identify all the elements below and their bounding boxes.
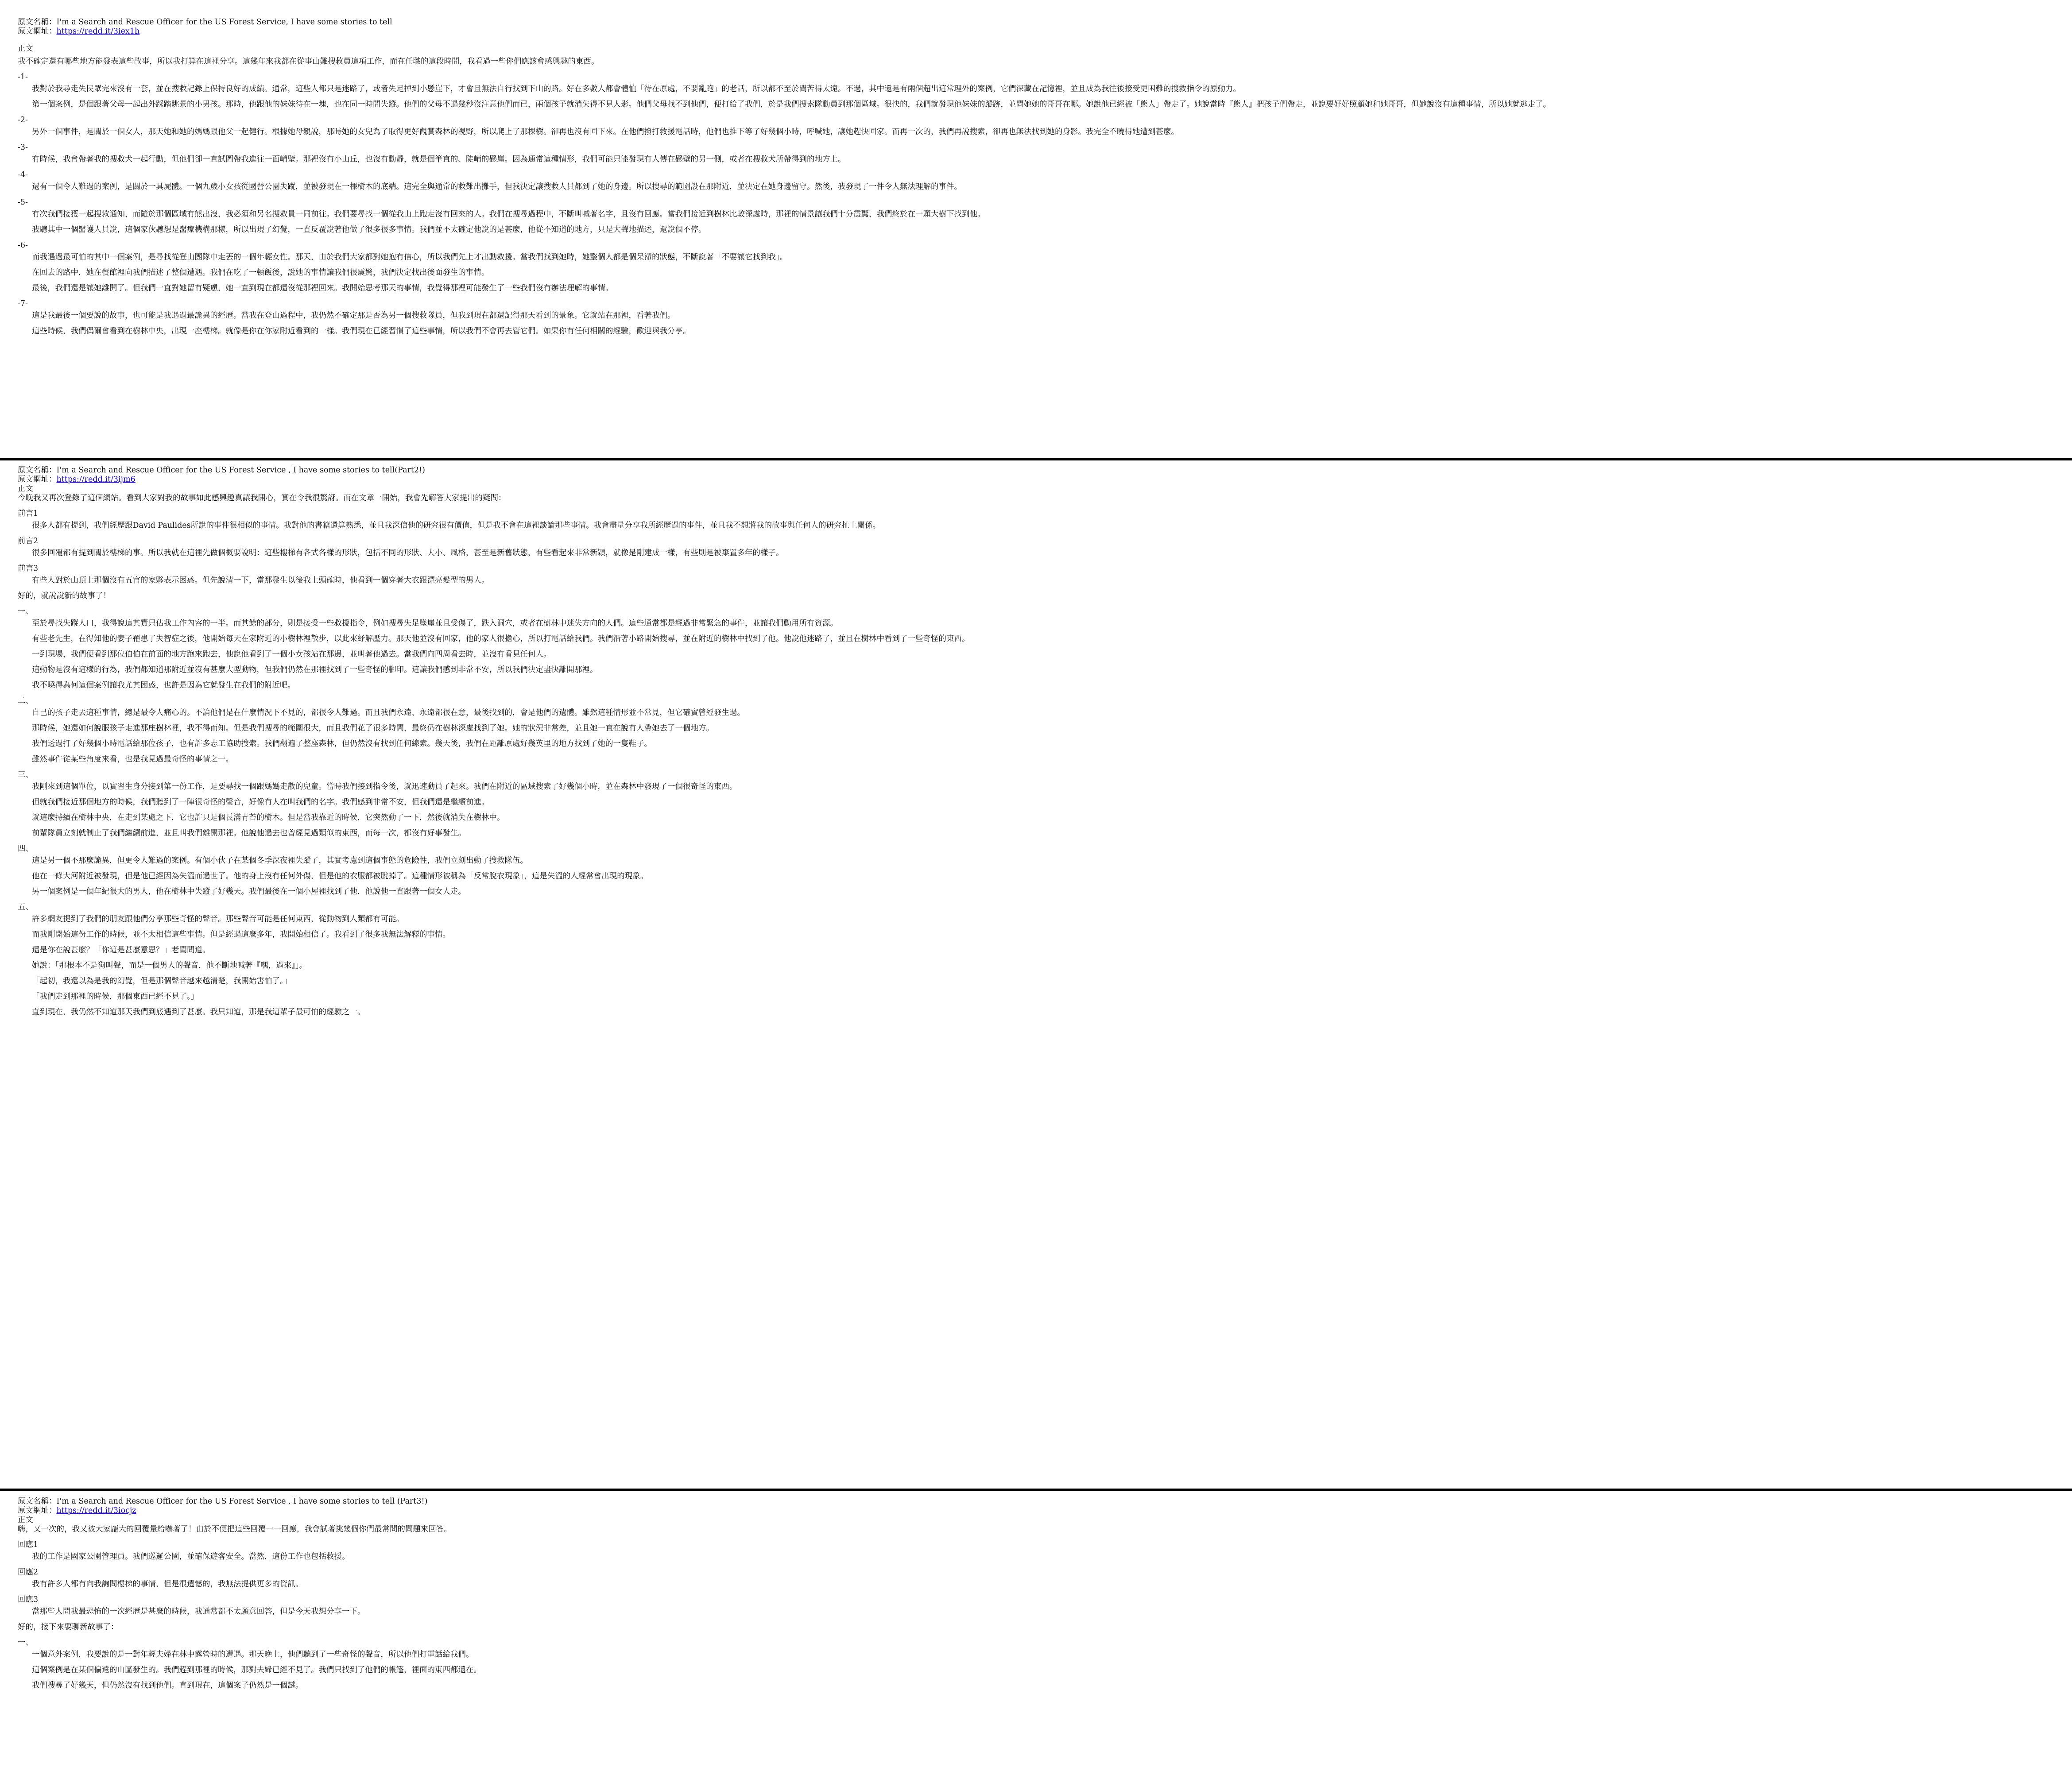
section-number: 一、	[18, 1638, 33, 1647]
story-paragraph: 那時候，她還如何說服孩子走進那座樹林裡，我不得而知。但是我們搜尋的範圍很大，而且我們花了很多時間，最終仍在樹林深處找到了她。她的狀況非常差，並且她一直在說有人帶她去了一個地方。	[32, 724, 714, 733]
story-paragraph: 就這麼持續在樹林中央，在走到某處之下，它也許只是個長滿青苔的樹木。但是當我靠近的時候，它突然動了一下，然後就消失在樹林中。	[32, 813, 505, 822]
note-label: 回應2	[18, 1568, 39, 1577]
story-paragraph: 自己的孩子走丟這種事情，總是最令人痛心的。不論他們是在什麼情況下不見的，都很令人難過。而且我們永遠、永遠都很在意，最後找到的，會是他們的遺體。雖然這種情形並不常見，但它確實曾經發生過。	[32, 708, 745, 717]
source-url-label: 原文網址：	[18, 475, 57, 484]
note-label: 前言1	[18, 509, 39, 518]
note-label: 前言3	[18, 564, 39, 573]
post-header	[18, 0, 2054, 36]
section-number: 二、	[18, 696, 33, 705]
source-title-label: 原文名稱：	[18, 1497, 57, 1506]
story-paragraph: 我不曉得為何這個案例讓我尤其困惑，也許是因為它就發生在我們的附近吧。	[32, 681, 295, 690]
source-url-link[interactable]: https://redd.it/3iocjz	[56, 1506, 136, 1515]
story-paragraph: 在回去的路中，她在餐館裡向我們描述了整個遭遇。我們在吃了一頓飯後，說她的事情讓我們很震驚，我們決定找出後面發生的事情。	[32, 268, 489, 277]
section-number: -5-	[18, 198, 28, 207]
story-paragraph: 一個意外案例，我要說的是一對年輕夫婦在林中露營時的遭遇。那天晚上，他們聽到了一些奇怪的聲音，所以他們打電話給我們。	[32, 1650, 474, 1659]
story-paragraph: 「起初，我還以為是我的幻覺，但是那個聲音越來越清楚，我開始害怕了。」	[32, 977, 292, 986]
source-title: I'm a Search and Rescue Officer for the US Forest Service , I have some stories to tell (Part3!)	[56, 1497, 428, 1506]
source-title: I'm a Search and Rescue Officer for the US Forest Service, I have some stories to tell	[56, 18, 392, 27]
source-title-line	[18, 1497, 2054, 1506]
story-paragraph: 第一個案例，是個跟著父母一起出外踩踏眺景的小男孩。那時，他跟他的妹妹待在一塊，也在同一時間失蹤。他們的父母不過幾秒沒注意他們而已，兩個孩子就消失得不見人影。他們父母找不到他們，便打給了我們，於是我們搜索隊動員到那個區域。很快的，我們就發現他妹妹的蹤跡，並問她她的哥哥在哪。她說他已經被「熊人」帶走了。她說當時『熊人』把孩子們帶走，並說要好好照顧她和她哥哥，但她說沒有這種事情，所以她就逃走了。	[32, 100, 1551, 109]
source-url-label: 原文網址：	[18, 27, 57, 36]
post-header	[18, 461, 2054, 494]
story-paragraph: 我聽其中一個醫護人員說，這個家伙聽想是醫療機構那樣，所以出現了幻覺，一直反覆說著他做了很多很多事情。我們並不太確定他說的是甚麼，他從不知道的地方，只是大聲地描述，還說個不停。	[32, 225, 706, 234]
story-paragraph: 雖然事件從某些角度來看，也是我見過最奇怪的事情之一。	[32, 755, 233, 764]
section-number: -7-	[18, 299, 28, 308]
section-number: -1-	[18, 73, 28, 81]
story-paragraph: 這是另一個不那麼詭異，但更令人難過的案例。有個小伙子在某個冬季深夜裡失蹤了，其實考慮到這個事態的危險性，我們立刻出動了搜救隊伍。	[32, 856, 528, 865]
story-paragraph: 這是我最後一個要說的故事，也可能是我遇過最詭異的經歷。當我在登山過程中，我仍然不確定那是否為另一個搜救隊員，但我到現在都還記得那天看到的景象。它就站在那裡，看著我們。	[32, 311, 675, 320]
story-paragraph: 還有一個令人難過的案例，是關於一具屍體。一個九歲小女孩從國營公園失蹤，並被發現在一棵樹木的底端。這完全與通常的救難出攤手，但我決定讓搜救人員都到了她的身邊。所以搜尋的範圍設在那附近，並決定在她身邊留守。然後，我發現了一件令人無法理解的事件。	[32, 182, 962, 191]
story-paragraph: 「我們走到那裡的時候，那個東西已經不見了。」	[32, 992, 199, 1001]
story-paragraph: 她說：「那根本不是狗叫聲，而是一個男人的聲音，他不斷地喊著『嘿，過來』」。	[32, 961, 307, 970]
story-paragraph: 我對於我尋走失民眾完來沒有一套，並在搜救記錄上保持良好的成績。通常，這些人都只是迷路了，或者失足掉到小懸崖下，才會且無法自行找到下山的路。好在多數人都會體恤「待在原處，不要亂跑」的老話，所以都不至於間苦得太遠。不過，其中還是有兩個超出這常理外的案例，它們深藏在記憶裡，並且成為我往後接受更困難的搜救指令的原動力。	[32, 85, 1241, 93]
story-paragraph: 有時候，我會帶著我的搜救犬一起行動，但他們卻一直試圖帶我進往一面峭壁。那裡沒有小山丘，也沒有動靜，就是個筆直的、陡峭的懸崖。因為通常這種情形，我們可能只能發現有人傳在懸壁的另一側，或者在搜救犬所帶得到的地方上。	[32, 155, 846, 164]
story-paragraph: 另外一個事件，是關於一個女人，那天她和她的媽媽跟他父一起健行。根據她母親說，那時她的女兒為了取得更好觀賞森林的視野，所以爬上了那棵樹。卻再也沒有回下來。在他們撥打救援電話時，他們也推下等了好幾個小時，呼喊她，讓她趕快回家。而再一次的，我們再說搜索，卻再也無法找到她的身影。我完全不曉得她遭到甚麼。	[32, 128, 1179, 136]
post-part3	[0, 1493, 2072, 1775]
post-part2	[0, 461, 2072, 1491]
note-paragraph: 很多回覆都有提到關於樓梯的事。所以我就在這裡先做個概要說明：這些樓梯有各式各樣的形狀，包括不同的形狀、大小、風格，甚至是新舊狀態，有些看起來非常新穎，就像是剛建成一樣，有些則是被棄置多年的樣子。	[32, 549, 784, 557]
source-url-label: 原文網址：	[18, 1506, 57, 1515]
body-label: 正文	[18, 484, 33, 493]
story-paragraph: 有些老先生，在得知他的妻子罹患了失智症之後，他開始每天在家附近的小樹林裡散步，以此來紓解壓力。那天他並沒有回家，他的家人很擔心，所以打電話給我們。我們沿著小路開始搜尋，並在附近的樹林中找到了他。他說他迷路了，並且在樹林中看到了一些奇怪的東西。	[32, 634, 970, 643]
note-paragraph: 很多人都有提到，我們經歷跟David Paulides所說的事件很相似的事情。我對他的書籍還算熟悉，並且我深信他的研究很有價值，但是我不會在這裡談論那些事情。我會盡量分享我所經歷過的事件，並且我不想將我的故事與任何人的研究扯上關係。	[32, 521, 881, 530]
section-number: 三、	[18, 770, 33, 779]
source-title: I'm a Search and Rescue Officer for the US Forest Service , I have some stories to tell(Part2!)	[56, 466, 425, 475]
section-number: -4-	[18, 170, 28, 179]
post-part1	[0, 0, 2072, 456]
body-label: 正文	[18, 1516, 33, 1524]
note-paragraph: 有些人對於山頂上那個沒有五官的家夥表示困惑。但先說清一下，當那發生以後我上頭確時，他看到一個穿著大衣跟漂亮髮型的男人。	[32, 576, 489, 585]
body-label: 正文	[18, 44, 33, 53]
preface-notes	[18, 509, 2054, 585]
source-url-link[interactable]: https://redd.it/3ijm6	[56, 475, 136, 484]
note-label: 回應3	[18, 1595, 39, 1604]
note-paragraph: 我有許多人都有向我詢問樓梯的事情，但是很遺憾的，我無法提供更多的資訊。	[32, 1580, 303, 1589]
source-title-label: 原文名稱：	[18, 466, 57, 475]
story-sections	[18, 607, 2054, 1017]
intro-paragraph: 我不確定還有哪些地方能發表這些故事，所以我打算在這裡分享。這幾年來我都在從事山難搜救員這項工作，而在任職的這段時間，我看過一些你們應該會感興趣的東西。	[18, 57, 599, 66]
story-paragraph: 許多網友提到了我們的朋友跟他們分享那些奇怪的聲音。那些聲音可能是任何東西，從動物到人類都有可能。	[32, 915, 404, 924]
section-divider	[0, 458, 2072, 460]
story-paragraph: 他在一條大河附近被發現，但是他已經因為失溫而過世了。他的身上沒有任何外傷，但是他的衣服都被脫掉了。這種情形被稱為「反常脫衣現象」，這是失溫的人經常會出現的現象。	[32, 872, 648, 881]
post-header	[18, 1493, 2054, 1525]
intro-paragraph: 今晚我又再次登錄了這個網站。看到大家對我的故事如此感興趣真讓我開心，實在令我很驚訝。而在文章一開始，我會先解答大家提出的疑問：	[18, 494, 506, 503]
story-paragraph: 我們透過打了好幾個小時電話給那位孩子，也有許多志工協助搜索。我們翻遍了整座森林，但仍然沒有找到任何線索。幾天後，我們在距離原處好幾英里的地方找到了她的一隻鞋子。	[32, 739, 652, 748]
story-paragraph: 還是你在說甚麼？「你這是甚麼意思？」老闆問道。	[32, 946, 210, 955]
story-paragraph: 但就我們接近那個地方的時候，我們聽到了一陣很奇怪的聲音，好像有人在叫我們的名字。我們感到非常不安，但我們還是繼續前進。	[32, 798, 489, 807]
story-paragraph: 而我遇過最可怕的其中一個案例，是尋找從登山團隊中走丟的一個年輕女性。那天，由於我們大家都對她抱有信心，所以我們先上才出動救援。當我們找到她時，她整個人都是個呆滯的狀態，不斷說著「不要讓它找到我」。	[32, 253, 788, 262]
story-sections	[18, 73, 2054, 336]
section-number: 一、	[18, 607, 33, 616]
source-title-line	[18, 18, 2054, 27]
source-url-line	[18, 475, 2054, 484]
story-paragraph: 直到現在，我仍然不知道那天我們到底遇到了甚麼。我只知道，那是我這輩子最可怕的經驗之一。	[32, 1008, 365, 1017]
section-divider	[0, 1489, 2072, 1491]
source-url-line	[18, 1506, 2054, 1516]
story-paragraph: 另一個案例是一個年紀很大的男人，他在樹林中失蹤了好幾天。我們最後在一個小屋裡找到了他，他說他一直跟著一個女人走。	[32, 887, 466, 896]
source-url-link[interactable]: https://redd.it/3iex1h	[56, 27, 140, 36]
note-label: 前言2	[18, 537, 39, 545]
source-title-label: 原文名稱：	[18, 18, 57, 27]
section-number: -3-	[18, 143, 28, 152]
story-paragraph: 這些時候，我們偶爾會看到在樹林中央，出現一座樓梯。就像是你在你家附近看到的一樣。我們現在已經習慣了這些事情，所以我們不會再去管它們。如果你有任何相關的經驗，歡迎與我分享。	[32, 327, 691, 336]
story-sections	[18, 1638, 2054, 1690]
story-paragraph: 有次我們接獲一起搜救通知，而隨於那個區域有熊出沒，我必須和另名搜救員一同前往。我們要尋找一個從我山上跑走沒有回來的人。我們在搜尋過程中，不斷叫喊著名字，且沒有回應。當我們接近到樹林比較深處時，那裡的情景讓我們十分震驚，我們終於在一顆大樹下找到他。	[32, 210, 985, 219]
story-paragraph: 最後，我們還是讓她離開了。但我們一直對她留有疑慮，她一直到現在都還沒從那裡回來。我開始思考那天的事情，我覺得那裡可能發生了一些我們沒有辦法理解的事情。	[32, 284, 613, 293]
story-paragraph: 這動物是沒有這樣的行為，我們都知道那附近並沒有甚麼大型動物，但我們仍然在那裡找到了一些奇怪的腳印。這讓我們感到非常不安，所以我們決定盡快離開那裡。	[32, 665, 598, 674]
note-paragraph: 我的工作是國家公園管理員。我們巡邏公園，並確保遊客安全。當然，這份工作也包括救援。	[32, 1552, 350, 1561]
story-paragraph: 前輩隊員立刻就制止了我們繼續前進，並且叫我們離開那裡。他說他過去也曾經見過類似的東西，而每一次，都沒有好事發生。	[32, 829, 466, 838]
section-number: 五、	[18, 903, 33, 912]
source-url-line	[18, 27, 2054, 36]
transition-line: 好的，接下來要聊新故事了：	[18, 1623, 119, 1632]
note-paragraph: 當那些人問我最恐怖的一次經歷是甚麼的時候，我通常都不太願意回答，但是今天我想分享一下。	[32, 1607, 365, 1616]
story-paragraph: 一到現場，我們便看到那位伯伯在前面的地方跑來跑去，他說他看到了一個小女孩站在那邊，並叫著他過去。當我們向四周看去時，並沒有看見任何人。	[32, 650, 551, 659]
story-paragraph: 我剛來到這個單位，以實習生身分接到第一份工作，是要尋找一個跟媽媽走散的兒童。當時我們接到指令後，就迅速動員了起來。我們在附近的區域搜索了好幾個小時，並在森林中發現了一個很奇怪的東西。	[32, 782, 737, 791]
section-number: -6-	[18, 241, 28, 250]
reply-notes	[18, 1540, 2054, 1616]
section-number: 四、	[18, 844, 33, 853]
source-title-line	[18, 466, 2054, 475]
note-label: 回應1	[18, 1540, 39, 1549]
story-paragraph: 而我剛開始這份工作的時候，並不太相信這些事情。但是經過這麼多年，我開始相信了。我看到了很多我無法解釋的事情。	[32, 930, 450, 939]
story-paragraph: 至於尋找失蹤人口，我得說這其實只佔我工作內容的一半。而其餘的部分，則是接受一些救援指令，例如搜尋失足墜崖並且受傷了，跌入洞穴，或者在樹林中迷失方向的人們。這些通常都是經過非常緊急的事件，並讓我們動用所有資源。	[32, 619, 838, 628]
story-paragraph: 我們搜尋了好幾天，但仍然沒有找到他們。直到現在，這個案子仍然是一個謎。	[32, 1681, 303, 1690]
story-paragraph: 這個案例是在某個偏遠的山區發生的。我們趕到那裡的時候，那對夫婦已經不見了。我們只找到了他們的帳篷，裡面的東西都還在。	[32, 1666, 481, 1674]
intro-paragraph: 嗨，又一次的，我又被大家龐大的回覆量給嚇著了！由於不便把這些回覆一一回應，我會試著挑幾個你們最常問的問題來回答。	[18, 1525, 452, 1534]
section-number: -2-	[18, 116, 28, 124]
transition-line: 好的，就說說新的故事了！	[18, 592, 111, 600]
